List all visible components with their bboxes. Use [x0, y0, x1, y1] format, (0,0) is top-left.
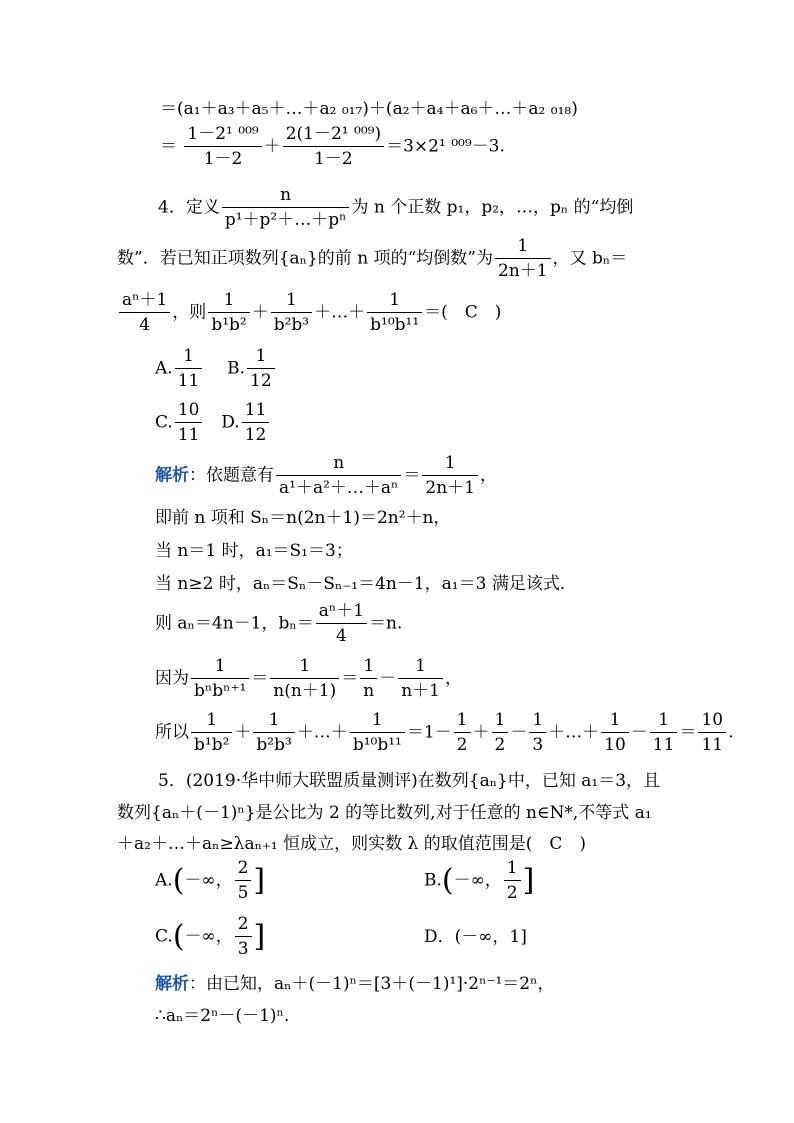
fraction [235, 916, 252, 958]
fraction [191, 658, 249, 700]
numerator: 1 [529, 712, 546, 733]
fraction [316, 603, 367, 645]
text: 则 aₙ＝4n－1，bₙ＝ [155, 613, 314, 634]
text: ＝1－ [406, 722, 452, 743]
option-label: C. [155, 926, 173, 947]
bracket: ( [441, 863, 454, 898]
numerator: 1 [495, 238, 551, 259]
equals: ＝ [403, 465, 421, 486]
bracket: ( [172, 919, 185, 954]
fraction [191, 712, 232, 754]
fraction [367, 292, 422, 334]
text: ：依题意有 [189, 465, 274, 486]
numerator: 11 [242, 402, 270, 423]
dots: ＋…＋ [296, 722, 348, 743]
option-label: B. [424, 870, 442, 891]
fraction [454, 712, 471, 754]
numerator: 1 [504, 860, 521, 881]
text: ＝( [160, 99, 184, 119]
denominator: 10 [604, 735, 626, 755]
denominator: 12 [244, 425, 267, 445]
q5-option-d: D．(－∞，1] [424, 927, 527, 947]
fraction [276, 455, 401, 497]
solution-label: 解析 [155, 974, 189, 994]
option-d-fraction [242, 402, 270, 444]
fraction [271, 292, 312, 334]
plus: ＋ [234, 722, 252, 743]
numerator: 1 [247, 348, 275, 369]
fraction [222, 187, 350, 229]
numerator: 2(1－2¹ ⁰⁰⁹) [283, 126, 384, 147]
fraction [208, 292, 249, 334]
equals: ＝ [679, 722, 697, 743]
option-label: A. [155, 358, 173, 379]
bracket: ] [253, 863, 266, 898]
numerator: 1 [601, 712, 629, 733]
q4-line-1 [158, 187, 633, 229]
odd-terms: a₁＋a₃＋a₅＋…＋a₂ ₀₁₇ [183, 99, 363, 119]
q4-solution-line-1 [155, 455, 497, 497]
q5-line-3: ＋a₂＋…＋aₙ≥λaₙ₊₁ 恒成立，则实数 λ 的取值范围是( C ) [117, 834, 586, 854]
denominator: 4 [139, 315, 151, 335]
q5-solution-line-1 [155, 976, 554, 993]
q4-solution-line-3: 当 n＝1 时，a₁＝S₁＝3； [155, 541, 353, 561]
numerator: 1 [350, 712, 405, 733]
numerator: 1 [175, 348, 203, 369]
plus: ＋ [472, 722, 490, 743]
equals: ＝ [160, 136, 177, 157]
numerator: 1 [208, 292, 249, 313]
numerator: aⁿ＋1 [316, 603, 367, 624]
minus: － [510, 722, 528, 743]
q5-line-2: 数列{aₙ＋(－1)ⁿ}是公比为 2 的等比数列,对于任意的 n∈N*,不等式 a₁ [117, 803, 652, 823]
solution-label: 解析 [155, 465, 189, 486]
plus: ＋ [263, 136, 281, 157]
denominator: b²b³ [273, 315, 310, 335]
denominator: 2n＋1 [425, 478, 475, 498]
numerator: 1 [270, 658, 339, 679]
fraction [235, 860, 252, 902]
denominator: 11 [652, 735, 675, 755]
bracket: ( [172, 863, 185, 898]
minus: － [379, 668, 397, 689]
fraction [398, 658, 443, 700]
option-label: B. [227, 358, 246, 379]
q5-option-a [155, 860, 265, 902]
numerator: 10 [175, 402, 203, 423]
numerator: 1 [650, 712, 678, 733]
denominator: 11 [177, 371, 200, 391]
fraction [698, 712, 726, 754]
fraction [650, 712, 678, 754]
numerator: n [276, 455, 401, 476]
text: 为 n 个正数 p₁，p₂，…，pₙ 的“均倒 [351, 197, 634, 218]
denominator: n [363, 681, 375, 701]
option-c-fraction [175, 402, 203, 444]
q5-line-1: 5．(2019·华中师大联盟质量测评)在数列{aₙ}中，已知 a₁＝3，且 [158, 771, 661, 791]
minus: － [630, 722, 648, 743]
text: ， [444, 668, 462, 689]
numerator: 1 [454, 712, 471, 733]
text: 所以 [155, 722, 189, 743]
denominator: p¹＋p²＋…＋pⁿ [224, 210, 347, 230]
text: ，又 bₙ＝ [552, 248, 628, 269]
option-a-fraction [175, 348, 203, 390]
denominator: 1－2 [314, 149, 353, 169]
numerator: 1 [422, 455, 478, 476]
fraction [360, 658, 377, 700]
denominator: n(n＋1) [273, 681, 337, 701]
denominator: 3 [237, 939, 249, 959]
plus: ＋ [251, 302, 269, 323]
text: －∞， [184, 870, 233, 891]
denominator: 4 [335, 626, 347, 646]
denominator: 2 [506, 883, 518, 903]
denominator: 11 [177, 425, 200, 445]
denominator: 11 [701, 735, 724, 755]
q4-solution-line-2: 即前 n 项和 Sₙ＝n(2n＋1)＝2n²＋n， [155, 508, 451, 528]
text: ， [479, 465, 497, 486]
numerator: 1 [398, 658, 443, 679]
cont-line-2 [160, 126, 505, 168]
text: . [728, 722, 734, 743]
q4-solution-line-5 [155, 603, 402, 645]
fraction [495, 238, 551, 280]
answer: ＝( C ) [424, 302, 502, 323]
denominator: 12 [250, 371, 272, 391]
numerator: aⁿ＋1 [119, 292, 170, 313]
numerator: 1 [492, 712, 509, 733]
equals: ＝ [251, 668, 269, 689]
q5-option-c [155, 916, 265, 958]
denominator: 2n＋1 [497, 261, 548, 281]
denominator: b¹⁰b¹¹ [352, 735, 402, 755]
numerator: 1 [253, 712, 294, 733]
denominator: b¹b² [194, 735, 230, 755]
q4-solution-line-7 [155, 712, 733, 754]
numerator: 1 [271, 292, 312, 313]
denominator: b¹⁰b¹¹ [370, 315, 420, 335]
numerator: 1 [360, 658, 377, 679]
text: －∞， [453, 870, 502, 891]
denominator: n＋1 [401, 681, 440, 701]
q5-solution-line-2: ∴aₙ＝2ⁿ－(－1)ⁿ. [155, 1006, 290, 1026]
q4-solution-line-4: 当 n≥2 时，aₙ＝Sₙ－Sₙ₋₁＝4n－1，a₁＝3 满足该式． [155, 574, 577, 594]
cont-line-1 [160, 101, 578, 118]
denominator: 2 [456, 735, 468, 755]
fraction [283, 126, 384, 168]
option-label: D. [221, 412, 240, 433]
numerator: 1 [191, 658, 249, 679]
text: ) [571, 99, 578, 119]
text: －∞， [184, 926, 233, 947]
denominator: bⁿbⁿ⁺¹ [194, 681, 247, 701]
fraction [529, 712, 546, 754]
text: ：由已知，aₙ＋(－1)ⁿ＝[3＋(－1)¹]·2ⁿ⁻¹＝2ⁿ， [189, 974, 555, 994]
option-label: A. [155, 870, 173, 891]
numerator: 10 [698, 712, 726, 733]
denominator: b¹b² [211, 315, 247, 335]
q4-line-3 [117, 292, 501, 334]
numerator: 2 [235, 860, 252, 881]
text: ＝n. [369, 613, 403, 634]
numerator: 1 [191, 712, 232, 733]
denominator: 5 [237, 883, 249, 903]
fraction [270, 658, 339, 700]
text: 因为 [155, 668, 189, 689]
option-label: C. [155, 412, 173, 433]
result: ＝3×2¹ ⁰⁰⁹－3. [386, 136, 505, 157]
dots: ＋…＋ [314, 302, 366, 323]
text: 数”．若已知正项数列{aₙ}的前 n 项的“均倒数”为 [117, 248, 493, 269]
fraction [350, 712, 405, 754]
denominator: 1－2 [203, 149, 243, 169]
bracket: ] [253, 919, 266, 954]
q4-options-row-2 [155, 402, 271, 444]
fraction [422, 455, 478, 497]
fraction [601, 712, 629, 754]
fraction [492, 712, 509, 754]
fraction [253, 712, 294, 754]
equals: ＝ [341, 668, 359, 689]
fraction [119, 292, 170, 334]
numerator: 1－2¹ ⁰⁰⁹ [184, 126, 261, 147]
text: )＋( [362, 99, 393, 119]
even-terms: a₂＋a₄＋a₆＋…＋a₂ ₀₁₈ [392, 99, 572, 119]
fraction [504, 860, 521, 902]
numerator: 2 [235, 916, 252, 937]
denominator: a¹＋a²＋…＋aⁿ [279, 478, 399, 498]
numerator: 1 [367, 292, 422, 313]
denominator: 3 [532, 735, 544, 755]
question-number: 4．定义 [158, 197, 220, 218]
q5-option-b [424, 860, 534, 902]
q4-solution-line-6 [155, 658, 462, 700]
option-b-fraction [247, 348, 275, 390]
fraction [184, 126, 261, 168]
dots: ＋…＋ [548, 722, 600, 743]
q4-line-2 [117, 238, 627, 280]
bracket: ] [522, 863, 535, 898]
denominator: b²b³ [256, 735, 292, 755]
text: ，则 [172, 302, 207, 323]
denominator: 2 [494, 735, 506, 755]
numerator: n [222, 187, 350, 208]
q4-options-row-1 [155, 348, 277, 390]
